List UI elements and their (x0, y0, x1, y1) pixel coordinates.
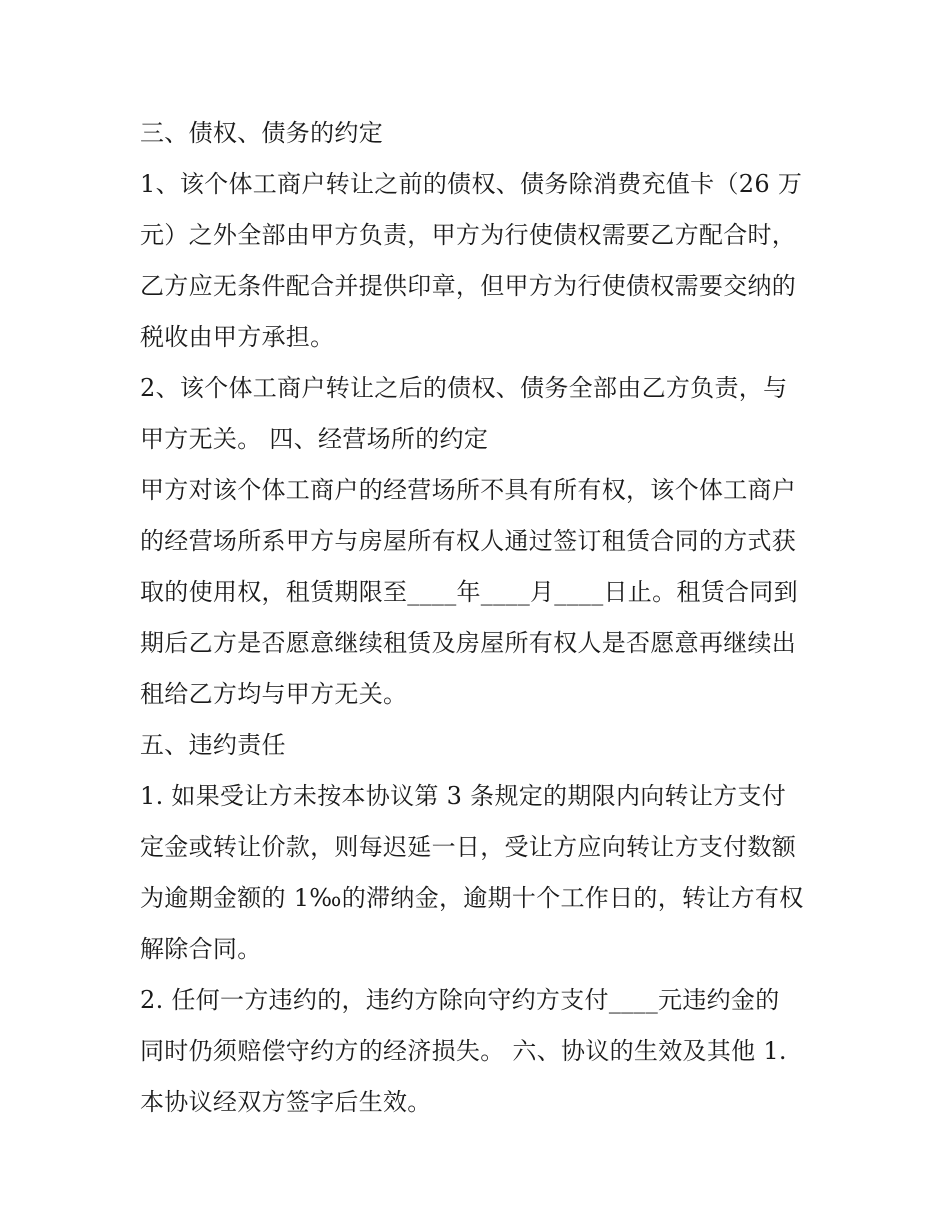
text-line: 为逾期金额的 1‰的滞纳金，逾期十个工作日的，转让方有权 (140, 884, 804, 912)
text-line: 期后乙方是否愿意继续租赁及房屋所有权人是否愿意再继续出 (140, 629, 797, 657)
text-line: 1、该个体工商户转让之前的债权、债务除消费充值卡（26 万 (140, 170, 803, 198)
text-line: 甲方对该个体工商户的经营场所不具有所有权，该个体工商户 (140, 476, 797, 504)
text-line: 租给乙方均与甲方无关。 (140, 680, 408, 708)
text-line: 同时仍须赔偿守约方的经济损失。 六、协议的生效及其他 1. (140, 1037, 787, 1065)
text-line: 2、该个体工商户转让之后的债权、债务全部由乙方负责，与 (140, 374, 788, 402)
text-line: 的经营场所系甲方与房屋所有权人通过签订租赁合同的方式获 (140, 527, 797, 555)
section-heading-debts: 三、债权、债务的约定 (140, 119, 383, 147)
text-line: 定金或转让价款，则每迟延一日，受让方应向转让方支付数额 (140, 833, 797, 861)
document-body (140, 108, 820, 1128)
text-line: 2. 任何一方违约的，违约方除向守约方支付____元违约金的 (140, 986, 780, 1014)
section-heading-breach: 五、违约责任 (140, 731, 286, 759)
text-line: 税收由甲方承担。 (140, 323, 335, 351)
text-line: 甲方无关。 四、经营场所的约定 (140, 425, 489, 453)
text-line: 本协议经双方签字后生效。 (140, 1088, 432, 1116)
text-line: 取的使用权，租赁期限至____年____月____日止。租赁合同到 (140, 578, 798, 606)
text-line: 元）之外全部由甲方负责，甲方为行使债权需要乙方配合时， (140, 221, 797, 249)
text-line: 乙方应无条件配合并提供印章，但甲方为行使债权需要交纳的 (140, 272, 797, 300)
text-line: 解除合同。 (140, 935, 262, 963)
text-line: 1. 如果受让方未按本协议第 3 条规定的期限内向转让方支付 (140, 782, 787, 810)
